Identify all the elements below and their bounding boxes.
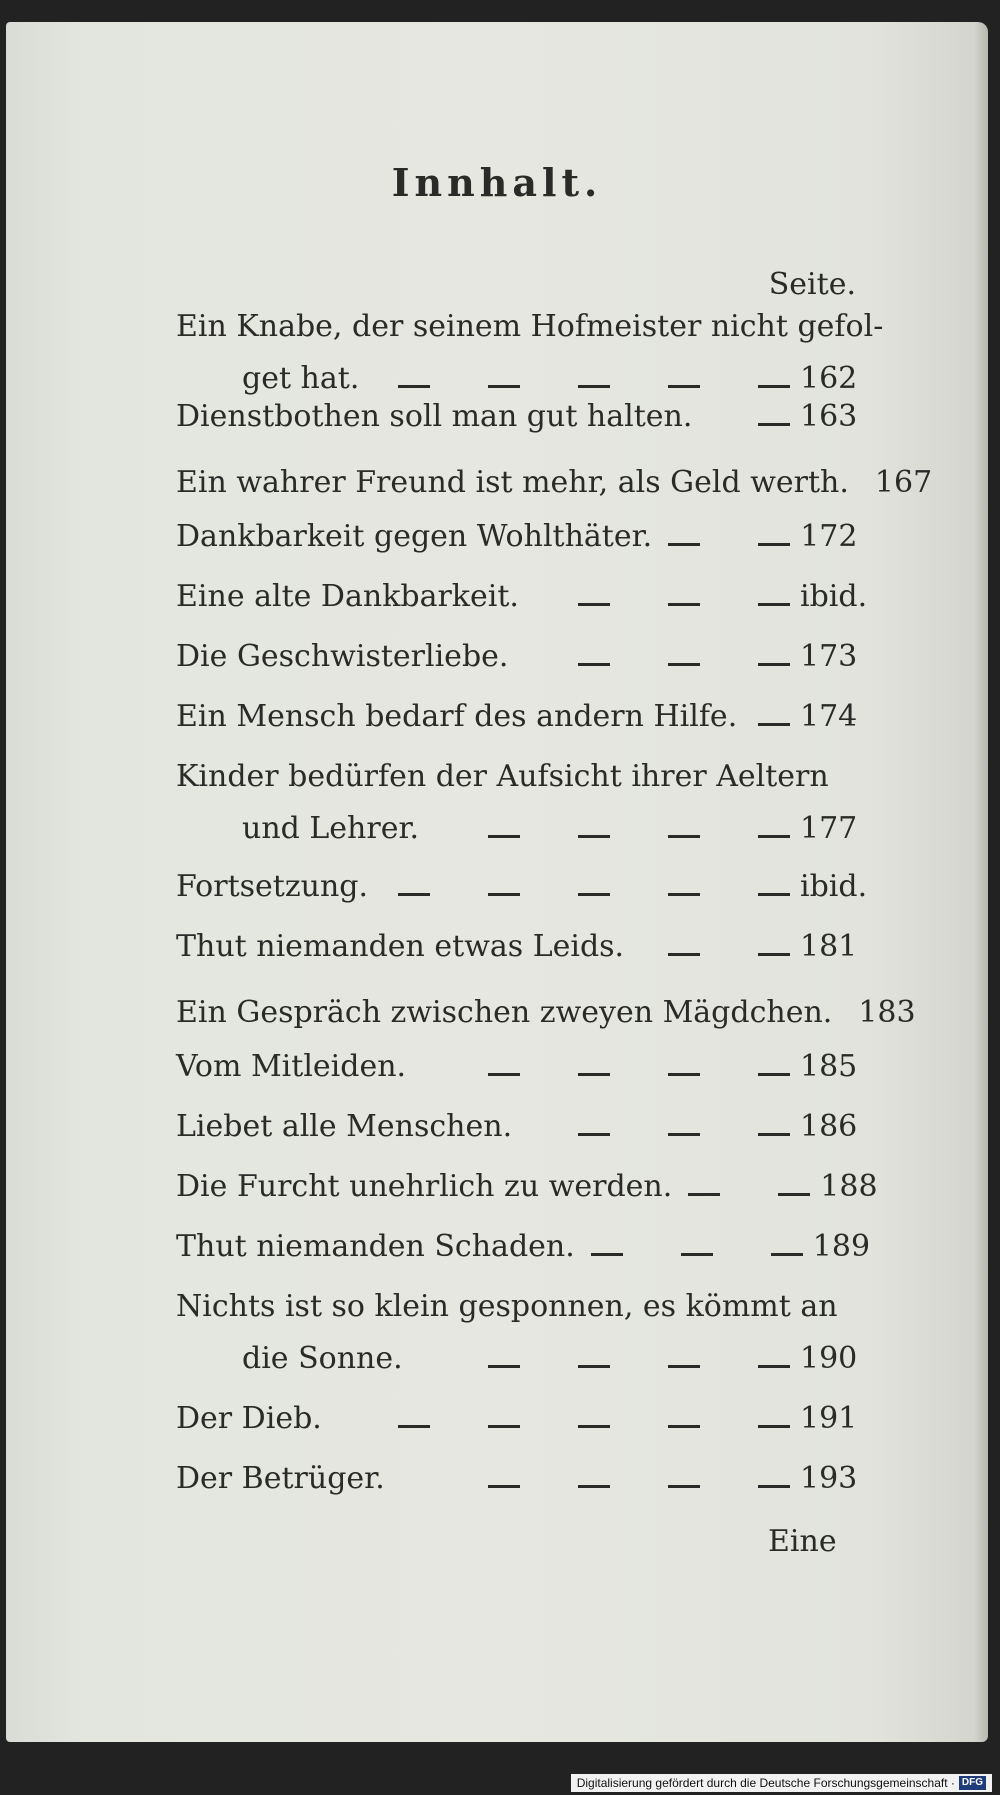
toc-entry [176, 579, 868, 614]
leader-dash [668, 1365, 700, 1368]
leader-dash [398, 893, 430, 896]
page-title: Innhalt. [391, 160, 603, 205]
catchword: Eine [768, 1524, 837, 1559]
toc-entry [176, 929, 858, 964]
leader-dash [668, 1485, 700, 1488]
toc-entry [176, 759, 858, 846]
toc-entry [176, 1229, 871, 1264]
toc-entry [176, 1169, 878, 1204]
toc-page-number: 183 [858, 995, 916, 1030]
toc-entry-title: Thut niemanden Schaden. [176, 1229, 575, 1264]
book-page [6, 22, 988, 1742]
leader-dashes [688, 1180, 810, 1210]
leader-dash [681, 1253, 713, 1256]
leader-dash [758, 603, 790, 606]
toc-page-number: 193 [800, 1461, 858, 1496]
leader-dashes [708, 410, 790, 440]
leader-dash [758, 663, 790, 666]
toc-entry-title: Die Furcht unehrlich zu werden. [176, 1169, 673, 1204]
leader-dash [778, 1193, 810, 1196]
leader-dash [668, 1073, 700, 1076]
leader-dash [758, 893, 790, 896]
toc-page-number: 188 [820, 1169, 878, 1204]
leader-dash [668, 893, 700, 896]
toc-page-number: 172 [800, 519, 858, 554]
toc-page-number: 174 [800, 699, 858, 734]
leader-dash [758, 1073, 790, 1076]
toc-page-number: 191 [800, 1401, 858, 1436]
leader-dash [398, 385, 430, 388]
toc-entry-title: die Sonne. [242, 1341, 403, 1376]
leader-dashes [401, 1472, 790, 1502]
toc-entry [176, 1049, 858, 1084]
leader-dash [488, 1425, 520, 1428]
leader-dashes [338, 1412, 790, 1442]
toc-entry-title: Ein Gespräch zwischen zweyen Mägdchen. [176, 995, 833, 1030]
leader-dash [668, 385, 700, 388]
toc-entry [176, 519, 858, 554]
toc-page-number: 162 [800, 361, 858, 396]
toc-entry-title: Ein Mensch bedarf des andern Hilfe. [176, 699, 738, 734]
toc-entry-title: Der Betrüger. [176, 1461, 385, 1496]
leader-dashes [524, 650, 790, 680]
toc-entry-title: Thut niemanden etwas Leids. [176, 929, 625, 964]
leader-dash [578, 603, 610, 606]
leader-dash [398, 1425, 430, 1428]
footer-text: Digitalisierung gefördert durch die Deutsche Forschungsgemeinschaft · [576, 1776, 955, 1790]
toc-entry-title: get hat. [242, 361, 360, 396]
toc-page-number: 190 [800, 1341, 858, 1376]
toc-page-number: 186 [800, 1109, 858, 1144]
leader-dash [488, 835, 520, 838]
toc-entry [176, 1461, 858, 1496]
leader-dashes [668, 530, 790, 560]
toc-entry-title: Kinder bedürfen der Aufsicht ihrer Aeltern [176, 759, 829, 794]
leader-dash [578, 1485, 610, 1488]
leader-dashes [384, 880, 790, 910]
leader-dash [758, 1485, 790, 1488]
toc-entry [176, 1109, 858, 1144]
toc-page-number: ibid. [800, 869, 868, 904]
toc-entry-title: Dankbarkeit gegen Wohlthäter. [176, 519, 653, 554]
toc-entry [176, 1401, 858, 1436]
toc-entry-title: Ein Knabe, der seinem Hofmeister nicht gefol- [176, 309, 884, 344]
leader-dash [578, 1133, 610, 1136]
toc-entry-title: Eine alte Dankbarkeit. [176, 579, 519, 614]
toc-entry-title: Fortsetzung. [176, 869, 369, 904]
page-edge-shadow [974, 22, 988, 1742]
leader-dash [578, 893, 610, 896]
leader-dashes [528, 1120, 790, 1150]
toc-entry-title: Liebet alle Menschen. [176, 1109, 513, 1144]
toc-page-number: 185 [800, 1049, 858, 1084]
leader-dash [758, 953, 790, 956]
leader-dash [578, 835, 610, 838]
toc-entry [176, 699, 858, 734]
page-column-label: Seite. [768, 267, 856, 302]
leader-dash [591, 1253, 623, 1256]
leader-dashes [419, 1352, 790, 1382]
leader-dash [578, 1425, 610, 1428]
leader-dash [488, 1485, 520, 1488]
toc-entry [176, 639, 858, 674]
toc-entry-title: Dienstbothen soll man gut halten. [176, 399, 693, 434]
leader-dash [488, 1073, 520, 1076]
dfg-logo-icon: DFG [959, 1776, 986, 1790]
leader-dash [688, 1193, 720, 1196]
toc-entry [176, 309, 884, 396]
toc-page-number: 167 [874, 465, 933, 500]
toc-entry-title: Der Dieb. [176, 1401, 322, 1436]
leader-dash [488, 1365, 520, 1368]
leader-dashes [753, 710, 790, 740]
toc-page-number: ibid. [800, 579, 868, 614]
leader-dash [758, 385, 790, 388]
leader-dash [668, 835, 700, 838]
toc-entry-title: und Lehrer. [242, 811, 420, 846]
toc-entry-title: Vom Mitleiden. [176, 1049, 407, 1084]
leader-dash [668, 953, 700, 956]
leader-dash [578, 1073, 610, 1076]
leader-dash [758, 1425, 790, 1428]
leader-dashes [591, 1240, 803, 1270]
leader-dash [758, 423, 790, 426]
leader-dash [771, 1253, 803, 1256]
toc-entry [176, 869, 868, 904]
toc-entry-title: Nichts ist so klein gesponnen, es kömmt an [176, 1289, 838, 1324]
leader-dashes [375, 372, 790, 402]
leader-dash [758, 1365, 790, 1368]
toc-page-number: 163 [800, 399, 858, 434]
toc-entry-title: Die Geschwisterliebe. [176, 639, 509, 674]
leader-dashes [535, 590, 790, 620]
leader-dash [758, 723, 790, 726]
leader-dash [668, 1133, 700, 1136]
leader-dash [578, 1365, 610, 1368]
leader-dash [668, 603, 700, 606]
leader-dash [578, 663, 610, 666]
leader-dash [668, 1425, 700, 1428]
toc-page-number: 189 [812, 1229, 871, 1264]
leader-dashes [422, 1060, 790, 1090]
toc-entry [176, 992, 916, 1030]
leader-dashes [640, 940, 790, 970]
toc-page-number: 173 [800, 639, 858, 674]
toc-page-number: 177 [800, 811, 858, 846]
leader-dash [668, 543, 700, 546]
leader-dashes [435, 822, 790, 852]
leader-dash [758, 1133, 790, 1136]
leader-dash [758, 835, 790, 838]
leader-dash [578, 385, 610, 388]
toc-entry [176, 399, 858, 434]
toc-entry [176, 462, 933, 500]
leader-dash [668, 663, 700, 666]
leader-dash [488, 385, 520, 388]
digitization-footer [571, 1774, 992, 1792]
toc-entry [176, 1289, 858, 1376]
leader-dash [488, 893, 520, 896]
leader-dash [758, 543, 790, 546]
toc-page-number: 181 [800, 929, 858, 964]
toc-entry-title: Ein wahrer Freund ist mehr, als Geld werth. [176, 465, 849, 500]
